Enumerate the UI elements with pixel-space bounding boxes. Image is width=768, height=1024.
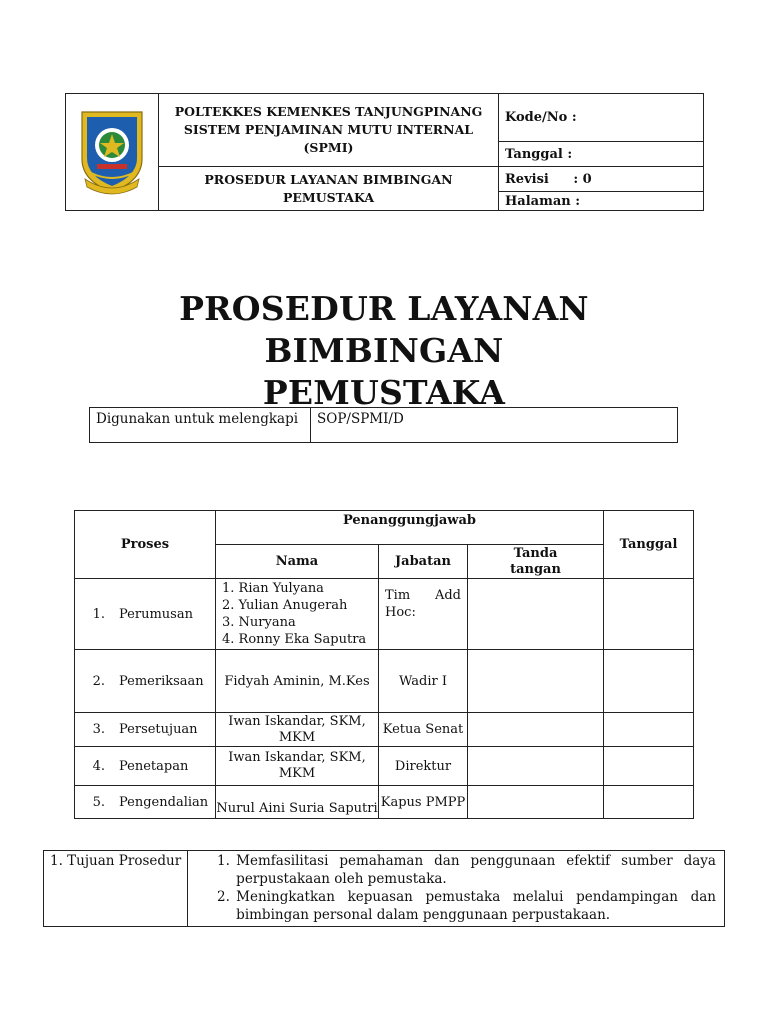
table-row bbox=[75, 579, 694, 650]
position-cell: Ketua Senat bbox=[379, 713, 468, 747]
position-word: Hoc: bbox=[385, 605, 416, 620]
signature-cell bbox=[468, 579, 604, 650]
title-line-1: PROSEDUR LAYANAN BIMBINGAN bbox=[179, 289, 589, 370]
row-number: 1. bbox=[92, 606, 105, 622]
process-name: Pengendalian bbox=[119, 794, 209, 810]
header-nama: Nama bbox=[216, 545, 379, 579]
header-tangan: tangan bbox=[510, 561, 561, 577]
position-word: Add bbox=[434, 588, 461, 603]
name-cell: Fidyah Aminin, M.Kes bbox=[216, 650, 379, 713]
position-cell: Kapus PMPP bbox=[379, 786, 468, 819]
process-name: Persetujuan bbox=[119, 722, 198, 737]
position-cell: Wadir I bbox=[379, 650, 468, 713]
name-cell: Iwan Iskandar, SKM, MKM bbox=[216, 747, 379, 786]
date-cell bbox=[604, 579, 694, 650]
tanggal-field: Tanggal : bbox=[499, 142, 704, 167]
header-tanda: Tanda bbox=[513, 545, 558, 561]
table-row bbox=[75, 786, 694, 819]
signature-cell bbox=[468, 786, 604, 819]
name-item: 4. Ronny Eka Saputra bbox=[222, 632, 367, 647]
signature-cell bbox=[468, 747, 604, 786]
title-line-2: PEMUSTAKA bbox=[262, 373, 506, 412]
row-number: 5. bbox=[92, 794, 105, 810]
row-number: 3. bbox=[92, 722, 105, 737]
institution-name: POLTEKKES KEMENKES TANJUNGPINANG bbox=[174, 104, 483, 119]
process-name: Penetapan bbox=[119, 758, 189, 774]
table-row bbox=[75, 747, 694, 786]
process-cell bbox=[75, 579, 216, 650]
header-proses: Proses bbox=[75, 511, 216, 579]
signature-cell bbox=[468, 650, 604, 713]
purpose-table bbox=[43, 850, 725, 927]
row-number: 2. bbox=[92, 673, 105, 689]
header-jabatan: Jabatan bbox=[379, 545, 468, 579]
table-row bbox=[75, 650, 694, 713]
name-item: 2. Yulian Anugerah bbox=[222, 598, 348, 613]
name-cell: Nurul Aini Suria Saputri bbox=[216, 786, 379, 819]
position-word: Tim bbox=[385, 588, 411, 603]
revisi-value: : 0 bbox=[573, 171, 592, 187]
purpose-item: 2. Meningkatkan kepuasan pemustaka melalui pendampingan dan bimbingan personal dalam penggunaan perpustakaan. bbox=[234, 888, 716, 924]
name-item: 1. Rian Yulyana bbox=[222, 581, 324, 596]
purpose-label: 1. Tujuan Prosedur bbox=[44, 851, 188, 927]
header-tanggal: Tanggal bbox=[604, 511, 694, 579]
date-cell bbox=[604, 747, 694, 786]
name-list bbox=[216, 579, 379, 650]
process-name: Perumusan bbox=[119, 606, 193, 622]
header-tanda-tangan bbox=[468, 545, 604, 579]
usage-table bbox=[89, 407, 678, 443]
process-cell bbox=[75, 650, 216, 713]
name-item: 3. Nuryana bbox=[222, 615, 296, 630]
purpose-item: 1. Memfasilitasi pemahaman dan penggunaan efektif sumber daya perpustakaan oleh pemustaka. bbox=[234, 852, 716, 888]
usage-value: SOP/SPMI/D bbox=[311, 408, 678, 443]
process-cell bbox=[75, 786, 216, 819]
table-row bbox=[75, 713, 694, 747]
kode-field: Kode/No : bbox=[499, 94, 704, 142]
institution-name-cell bbox=[159, 94, 499, 167]
usage-label: Digunakan untuk melengkapi bbox=[90, 408, 311, 443]
document-header bbox=[65, 93, 704, 211]
document-name: PROSEDUR LAYANAN BIMBINGAN PEMUSTAKA bbox=[159, 167, 499, 211]
logo-cell bbox=[66, 94, 159, 211]
position-cell bbox=[379, 579, 468, 650]
purpose-list-cell bbox=[188, 851, 725, 927]
process-cell bbox=[75, 713, 216, 747]
page-title bbox=[60, 288, 708, 414]
halaman-field: Halaman : bbox=[499, 192, 704, 211]
date-cell bbox=[604, 650, 694, 713]
system-name: SISTEM PENJAMINAN MUTU INTERNAL (SPMI) bbox=[183, 122, 474, 155]
header-penanggungjawab: Penanggungjawab bbox=[216, 511, 604, 545]
process-cell bbox=[75, 747, 216, 786]
signature-cell bbox=[468, 713, 604, 747]
date-cell bbox=[604, 786, 694, 819]
date-cell bbox=[604, 713, 694, 747]
position-cell: Direktur bbox=[379, 747, 468, 786]
responsibility-table bbox=[74, 510, 694, 819]
name-cell: Iwan Iskandar, SKM, MKM bbox=[216, 713, 379, 747]
row-number: 4. bbox=[92, 758, 105, 774]
revisi-field bbox=[499, 167, 704, 192]
purpose-list bbox=[188, 851, 724, 926]
process-name: Pemeriksaan bbox=[119, 673, 204, 689]
revisi-label: Revisi bbox=[505, 171, 549, 187]
institution-logo-icon bbox=[77, 109, 147, 195]
